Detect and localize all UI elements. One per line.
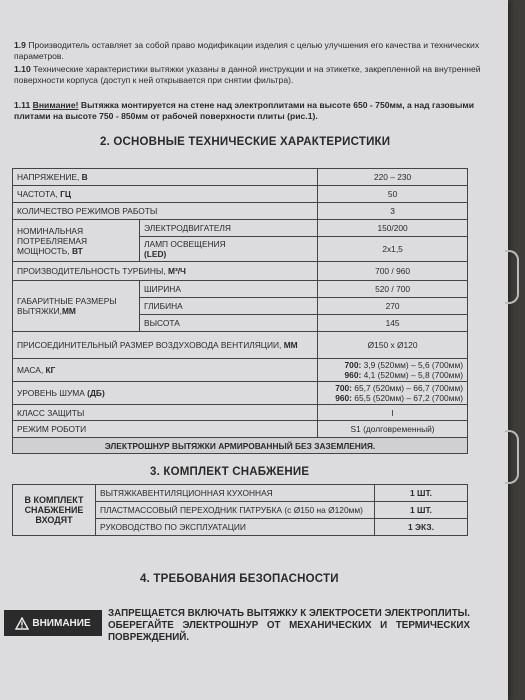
- spec-label: ШИРИНА: [140, 281, 318, 298]
- spec-unit: М³/Ч: [167, 266, 186, 276]
- spec-unit: В: [81, 172, 88, 182]
- spec-unit: (ДБ): [87, 388, 105, 398]
- spec-value: 2x1,5: [318, 237, 468, 262]
- warning-badge-label: ВНИМАНИЕ: [32, 617, 91, 629]
- kit-item-name: ВЫТЯЖКАВЕНТИЛЯЦИОННАЯ КУХОННАЯ: [96, 485, 375, 502]
- table-row: [13, 438, 468, 454]
- spec-value: 700 / 960: [318, 262, 468, 281]
- spec-label: ЧАСТОТА,: [17, 189, 61, 199]
- table-row: [13, 203, 468, 220]
- spec-label: ГАБАРИТНЫЕ РАЗМЕРЫ ВЫТЯЖКИ,: [17, 296, 117, 316]
- spec-value: 3: [318, 203, 468, 220]
- table-row: [13, 169, 468, 186]
- spec-label: ВЫСОТА: [140, 315, 318, 332]
- section-4-title: 4. ТРЕБОВАНИЯ БЕЗОПАСНОСТИ: [140, 573, 339, 585]
- spec-label: КЛАСС ЗАЩИТЫ: [13, 405, 318, 421]
- spec-label: ЭЛЕКТРОДВИГАТЕЛЯ: [140, 220, 318, 237]
- spec-label: НОМИНАЛЬНАЯ ПОТРЕБЛЯЕМАЯ МОЩНОСТЬ,: [17, 225, 88, 256]
- kit-table: [12, 484, 468, 536]
- specs-table: [12, 168, 468, 454]
- model-key: 700:: [344, 360, 362, 370]
- table-row: [13, 421, 468, 438]
- section-2-title: 2. ОСНОВНЫЕ ТЕХНИЧЕСКИЕ ХАРАКТЕРИСТИКИ: [100, 136, 391, 148]
- table-row: [13, 485, 468, 502]
- kit-item-qty: 1 ШТ.: [375, 502, 468, 519]
- spec-value: 3,9 (520мм) – 5,6 (700мм): [361, 360, 463, 370]
- table-row: [13, 382, 468, 405]
- spec-value: Ø150 x Ø120: [318, 332, 468, 359]
- kit-item-name: ПЛАСТМАССОВЫЙ ПЕРЕХОДНИК ПАТРУБКА (с Ø150 на Ø120мм): [96, 502, 375, 519]
- spec-label: МАСА,: [17, 365, 46, 375]
- kit-item-qty: 1 ШТ.: [375, 485, 468, 502]
- spec-value: 65,7 (520мм) – 66,7 (700мм): [351, 383, 463, 393]
- table-row: [13, 281, 468, 298]
- cord-note: ЭЛЕКТРОШНУР ВЫТЯЖКИ АРМИРОВАННЫЙ БЕЗ ЗАЗЕМЛЕНИЯ.: [13, 438, 468, 454]
- spec-unit: (LED): [144, 249, 167, 259]
- spec-value: 220 – 230: [318, 169, 468, 186]
- spec-label: ГЛИБИНА: [140, 298, 318, 315]
- spec-value: 50: [318, 186, 468, 203]
- model-key: 960:: [344, 370, 362, 380]
- safety-warning: [4, 602, 474, 654]
- kit-category: В КОМПЛЕКТ СНАБЖЕНИЕ ВХОДЯТ: [13, 485, 96, 536]
- spec-unit: ММ: [283, 340, 298, 350]
- spec-label: УРОВЕНЬ ШУМА: [17, 388, 88, 398]
- kit-item-name: РУКОВОДСТВО ПО ЭКСПЛУАТАЦИИ: [96, 519, 375, 536]
- paragraph-number: 1.10: [14, 64, 31, 74]
- spec-value: 145: [318, 315, 468, 332]
- paragraph-1-11: [14, 100, 484, 121]
- table-row: [13, 405, 468, 421]
- model-key: 960:: [335, 393, 352, 403]
- spec-label: ЛАМП ОСВЕЩЕНИЯ: [144, 239, 226, 249]
- spec-unit: ММ: [61, 306, 76, 316]
- spec-label: ПРОИЗВОДИТЕЛЬНОСТЬ ТУРБИНЫ,: [17, 266, 168, 276]
- spec-value: 150/200: [318, 220, 468, 237]
- spec-value: 4,1 (520мм) – 5,8 (700мм): [361, 370, 463, 380]
- model-key: 700:: [335, 383, 352, 393]
- binder-ring: [505, 430, 519, 484]
- paragraph-text: Вытяжка монтируется на стене над электроплитами на высоте 650 - 750мм, а над газовыми плитами на высоте 750 - 850мм от рабочей поверхности плиты (рис.1).: [14, 100, 475, 121]
- kit-item-qty: 1 ЭКЗ.: [375, 519, 468, 536]
- table-row: [13, 359, 468, 382]
- spec-label: РЕЖИМ РОБОТИ: [13, 421, 318, 438]
- table-row: [13, 220, 468, 237]
- spec-label: ПРИСОЕДИНИТЕЛЬНЫЙ РАЗМЕР ВОЗДУХОВОДА ВЕНТИЛЯЦИИ,: [17, 340, 284, 350]
- binder-ring: [505, 250, 519, 304]
- spec-label: НАПРЯЖЕНИЕ,: [17, 172, 82, 182]
- paragraph-number: 1.9: [14, 40, 26, 50]
- table-row: [13, 262, 468, 281]
- spec-unit: ГЦ: [60, 189, 71, 199]
- warning-text: ЗАПРЕЩАЕТСЯ ВКЛЮЧАТЬ ВЫТЯЖКУ К ЭЛЕКТРОСЕТИ ЭЛЕКТРОПЛИТЫ. ОБЕРЕГАЙТЕ ЭЛЕКТРОШНУР ОТ МЕХАНИЧЕСКИХ И ТЕРМИЧЕСКИХ ПОВРЕЖДЕНИЙ.: [108, 608, 470, 644]
- spec-value: 520 / 700: [318, 281, 468, 298]
- warning-badge: [4, 610, 102, 636]
- section-3-title: 3. КОМПЛЕКТ СНАБЖЕНИЕ: [150, 466, 310, 478]
- spec-value: S1 (долговременный): [318, 421, 468, 438]
- warning-triangle-icon: [15, 617, 29, 630]
- spec-value: I: [318, 405, 468, 421]
- spec-unit: ВТ: [71, 245, 83, 256]
- spec-unit: КГ: [45, 365, 56, 375]
- paragraph-number: 1.11: [14, 100, 31, 110]
- paragraph-text: Производитель оставляет за собой право модификации изделия с целью улучшения его качества и технических параметров.: [14, 40, 480, 61]
- paragraph-1-9: [14, 40, 484, 61]
- paragraph-1-10: [14, 64, 484, 85]
- spec-value: 270: [318, 298, 468, 315]
- table-row: [13, 332, 468, 359]
- spec-value: 65,5 (520мм) – 67,2 (700мм): [351, 393, 463, 403]
- attention-label: Внимание!: [32, 100, 79, 110]
- paragraph-text: Технические характеристики вытяжки указаны в данной инструкции и на этикетке, закрепленной на внутренней поверхности корпуса (доступ к ней открывается при снятии фильтра).: [14, 64, 481, 85]
- spec-label: КОЛИЧЕСТВО РЕЖИМОВ РАБОТЫ: [13, 203, 318, 220]
- table-row: [13, 186, 468, 203]
